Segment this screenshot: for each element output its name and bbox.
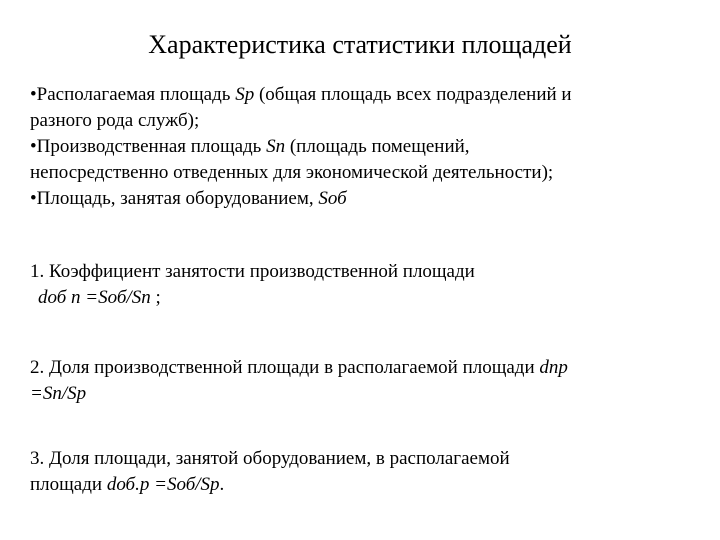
bullet-line (30, 82, 700, 108)
symbol: Sоб (318, 188, 347, 209)
symbol: Sp (235, 84, 255, 105)
formula-tail: . (219, 474, 225, 495)
formula: dоб.р =Sоб/Sр (106, 474, 220, 495)
formula-line (30, 472, 700, 498)
coefficient-text: 1. Коэффициент занятости производственной площади (30, 261, 475, 282)
bullet-marker: • (30, 136, 37, 157)
bullet-marker: • (30, 84, 37, 105)
formula: =Sп/Sр (30, 383, 87, 404)
coefficient-3 (30, 446, 700, 498)
bullet-list (30, 82, 700, 212)
bullet-line: разного рода служб); (30, 110, 200, 131)
coefficient-text: площади (30, 474, 107, 495)
bullet-text: Площадь, занятая оборудованием, (36, 188, 319, 209)
coefficient-text-line (30, 355, 700, 381)
bullet-line (30, 134, 700, 160)
formula-line (30, 285, 700, 311)
symbol: dпр (539, 357, 568, 378)
bullet-item-equipment-area (30, 186, 700, 212)
coefficient-text: 2. Доля производственной площади в располагаемой площади (30, 357, 540, 378)
bullet-text: Располагаемая площадь (36, 84, 236, 105)
formula-line (30, 381, 700, 407)
bullet-line: непосредственно отведенных для экономической деятельности); (30, 162, 554, 183)
bullet-marker: • (30, 188, 37, 209)
bullet-text: (общая площадь всех подразделений и (254, 84, 572, 105)
coefficient-1 (30, 259, 700, 311)
coefficient-text: 3. Доля площади, занятой оборудованием, в располагаемой (30, 448, 510, 469)
bullet-line (30, 186, 700, 212)
coefficient-2 (30, 355, 700, 407)
bullet-text: Производственная площадь (36, 136, 267, 157)
bullet-item-production-area (30, 134, 700, 186)
bullet-item-available-area (30, 82, 700, 134)
formula: dоб п =Sоб/Sп (38, 287, 151, 308)
bullet-text: (площадь помещений, (285, 136, 470, 157)
symbol: Sn (266, 136, 286, 157)
formula-tail: ; (150, 287, 161, 308)
slide-title: Характеристика статистики площадей (148, 30, 572, 59)
